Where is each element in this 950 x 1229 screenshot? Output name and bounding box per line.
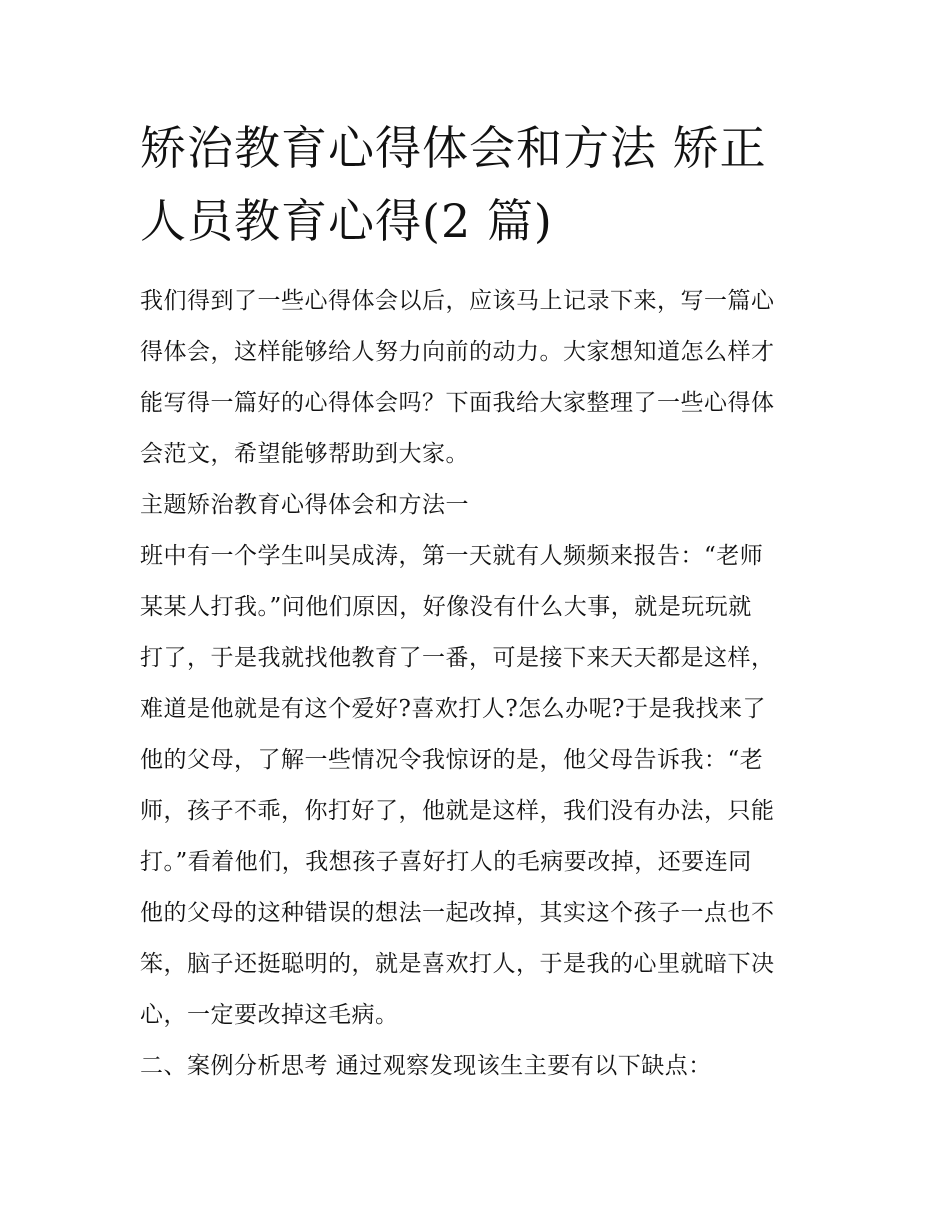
text-line: 他的父母的这种错误的想法一起改掉，其实这个孩子一点也不 bbox=[140, 900, 775, 926]
section-heading: 主题矫治教育心得体会和方法一 bbox=[140, 492, 469, 518]
text-line: 打了，于是我就找他教育了一番，可是接下来天天都是这样， bbox=[140, 645, 775, 671]
text-line: 我们得到了一些心得体会以后，应该马上记录下来，写一篇心 bbox=[140, 288, 775, 314]
text-line: 得体会，这样能够给人努力向前的动力。大家想知道怎么样才 bbox=[140, 339, 775, 365]
text-line: 他的父母，了解一些情况令我惊讶的是，他父母告诉我：“老 bbox=[140, 747, 764, 773]
text-line: 难道是他就是有这个爱好?喜欢打人?怎么办呢?于是我找来了 bbox=[140, 696, 766, 722]
text-line: 笨，脑子还挺聪明的，就是喜欢打人，于是我的心里就暗下决 bbox=[140, 951, 775, 977]
document-title bbox=[140, 112, 820, 258]
text-line: 打。”看着他们，我想孩子喜好打人的毛病要改掉，还要连同 bbox=[140, 849, 752, 875]
text-line: 班中有一个学生叫吴成涛，第一天就有人频频来报告：“老师 bbox=[140, 543, 764, 569]
title-line: 人员教育心得(2 篇) bbox=[140, 194, 553, 248]
analysis-heading: 二、案例分析思考 通过观察发现该生主要有以下缺点： bbox=[140, 1053, 712, 1079]
text-line: 某某人打我。”问他们原因，好像没有什么大事，就是玩玩就 bbox=[140, 594, 752, 620]
text-line: 心，一定要改掉这毛病。 bbox=[140, 1002, 399, 1028]
title-line: 矫治教育心得体会和方法 矫正 bbox=[140, 121, 767, 175]
text-line: 师，孩子不乖，你打好了，他就是这样，我们没有办法，只能 bbox=[140, 798, 775, 824]
document-body bbox=[140, 276, 820, 1092]
text-line: 能写得一篇好的心得体会吗？下面我给大家整理了一些心得体 bbox=[140, 390, 775, 416]
text-line: 会范文，希望能够帮助到大家。 bbox=[140, 441, 469, 467]
story-paragraph bbox=[140, 531, 820, 1041]
intro-paragraph bbox=[140, 276, 820, 480]
